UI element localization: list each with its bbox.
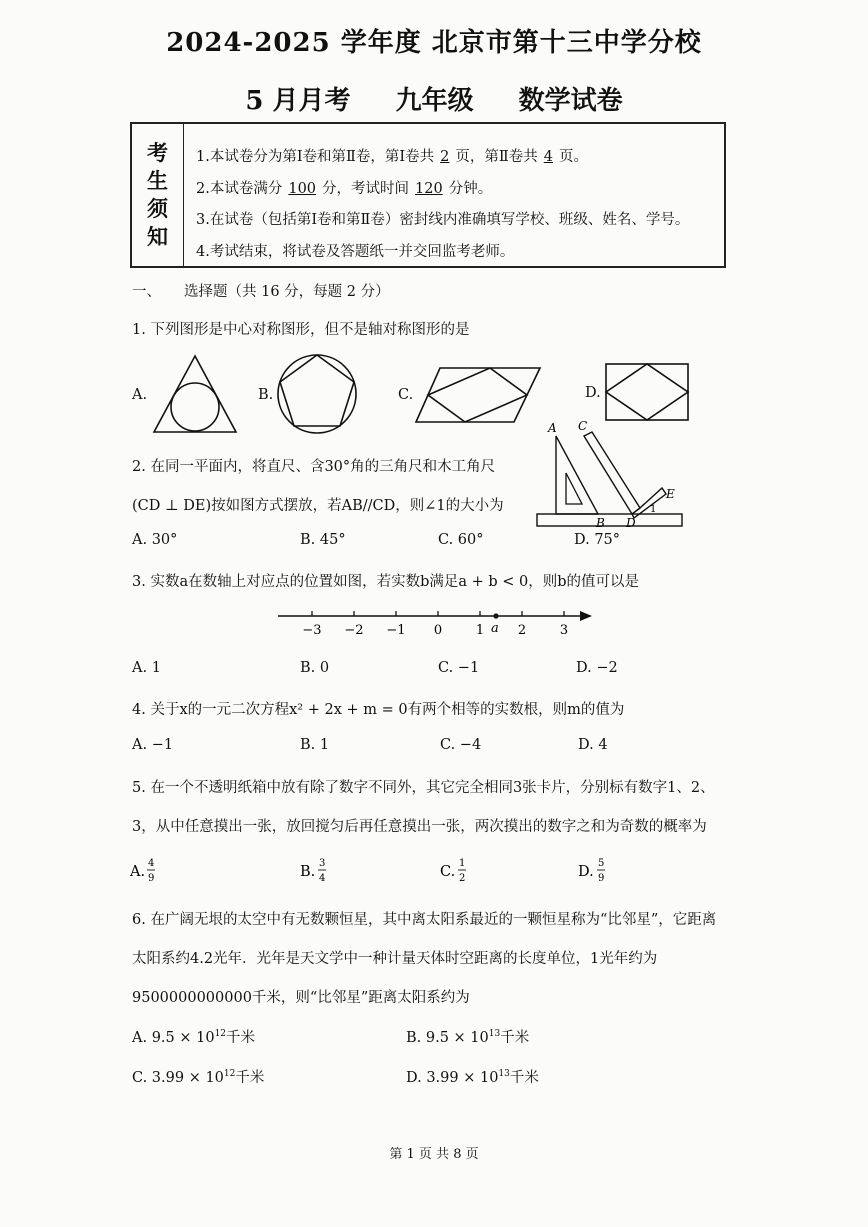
q3-tick-label: 1: [475, 623, 485, 638]
q6-option-b: B. $9.5 \times 10^{13}$千米: [406, 1029, 530, 1046]
notice-item-4: 4.考试结束，将试卷及答题纸一并交回监考老师。: [196, 243, 515, 260]
q5-option-b: B.: [300, 864, 316, 880]
q1-figure-d: [604, 362, 690, 422]
q6-option-d: D. $3.99 \times 10^{13}$千米: [406, 1069, 539, 1086]
q1-option-a: A.: [132, 387, 148, 403]
q3-tick-label: 0: [433, 623, 443, 638]
q1-option-b: B.: [258, 387, 274, 403]
q3-number-line: [272, 600, 602, 644]
exam-subtitle: [0, 80, 868, 117]
subtitle-part-subject: 数学试卷: [518, 86, 623, 116]
q2-label-d: D: [626, 516, 636, 530]
q6-stem-line1: 6. 在广阔无垠的太空中有无数颗恒星，其中离太阳系最近的一颗恒星称为“比邻星”，它距离: [132, 912, 717, 928]
q1-figure-c: [414, 364, 544, 426]
q3-tick-label: 2: [517, 623, 527, 638]
q4-option-d: D. 4: [578, 737, 608, 753]
q4-option-b: B. 1: [300, 737, 330, 753]
notice-item-2: 2.本试卷满分 100 分，考试时间 120 分钟。: [196, 180, 493, 197]
q3-tick-label: −3: [302, 623, 322, 638]
q5-option-d: D.: [578, 864, 594, 880]
page-footer: 第 1 页 共 8 页: [389, 1147, 479, 1162]
q2-stem-line1: 2. 在同一平面内，将直尺、含30°角的三角尺和木工角尺: [132, 459, 496, 475]
q1-figure-b: [272, 352, 362, 436]
q5-option-c: C.: [440, 864, 456, 880]
q3-tick-label: 3: [559, 623, 569, 638]
notice-item-1: 1.本试卷分为第Ⅰ卷和第Ⅱ卷，第Ⅰ卷共 2 页，第Ⅱ卷共 4 页。: [196, 149, 588, 165]
q3-tick-label: −2: [344, 623, 364, 638]
q2-label-a: A: [548, 421, 557, 435]
q2-option-a: A. 30°: [132, 532, 178, 548]
q2-option-d: D. 75°: [574, 532, 621, 548]
q3-tick-label: −1: [386, 623, 406, 638]
q5-option-a-num: 4: [148, 858, 155, 869]
q3-point-label: a: [491, 621, 499, 636]
q5-stem-line2: 3，从中任意摸出一张，放回搅匀后再任意摸出一张，两次摸出的数字之和为奇数的概率为: [132, 819, 707, 835]
notice-list: [196, 142, 689, 268]
q2-angle-label: 1: [650, 504, 657, 515]
q4-option-a: A. −1: [132, 737, 174, 753]
q2-label-e: E: [666, 487, 675, 501]
q5-stem-line1: 5. 在一个不透明纸箱中放有除了数字不同外，其它完全相同3张卡片，分别标有数字1、2、: [132, 780, 715, 796]
q4-stem: 4. 关于x的一元二次方程x² + 2x + m = 0有两个相等的实数根，则m的值为: [132, 702, 625, 718]
q5-option-d-num: 5: [598, 858, 605, 869]
q5-option-a: A.: [130, 864, 146, 880]
q3-option-d: D. −2: [576, 660, 618, 676]
exam-title: 2024-2025 学年度 北京市第十三中学分校: [166, 28, 702, 58]
q4-option-c: C. −4: [440, 737, 482, 753]
q1-figure-a: [150, 352, 240, 436]
q3-option-c: C. −1: [438, 660, 480, 676]
q5-option-d-den: 9: [598, 873, 605, 884]
q2-option-b: B. 45°: [300, 532, 346, 548]
q3-option-b: B. 0: [300, 660, 330, 676]
q5-option-b-num: 3: [319, 858, 326, 869]
q6-stem-line3: 9500000000000千米，则“比邻星”距离太阳系约为: [132, 990, 470, 1006]
q1-option-d: D.: [585, 385, 601, 401]
exam-notice-box: [130, 122, 726, 268]
section-title: 选择题（共 16 分，每题 2 分）: [184, 284, 390, 300]
q3-point-a: [493, 613, 498, 618]
q3-option-a: A. 1: [132, 660, 161, 676]
q6-stem-line2: 太阳系约4.2光年．光年是天文学中一种计量天体时空距离的长度单位，1光年约为: [132, 951, 658, 967]
q1-stem: 1. 下列图形是中心对称图形，但不是轴对称图形的是: [132, 322, 470, 338]
notice-item-3: 3.在试卷（包括第Ⅰ卷和第Ⅱ卷）密封线内准确填写学校、班级、姓名、学号。: [196, 212, 690, 228]
q6-option-a: A. $9.5 \times 10^{12}$千米: [132, 1029, 256, 1046]
subtitle-part-month: 5 月月考: [245, 86, 351, 116]
q2-figure: [534, 418, 686, 534]
q2-option-c: C. 60°: [438, 532, 484, 548]
q5-option-c-den: 2: [459, 873, 466, 884]
q6-option-c: C. $3.99 \times 10^{12}$千米: [132, 1069, 265, 1086]
q5-option-b-den: 4: [319, 873, 326, 884]
section-number: 一、: [132, 284, 161, 300]
q2-label-b: B: [596, 516, 605, 530]
q5-option-c-num: 1: [459, 858, 466, 869]
subtitle-part-grade: 九年级: [395, 86, 474, 116]
q2-stem-line2: (CD ⊥ DE)按如图方式摆放，若AB//CD，则∠1的大小为: [132, 498, 504, 514]
q1-option-c: C.: [398, 387, 414, 403]
notice-label: 考 生 须 知: [132, 124, 184, 266]
q5-option-a-den: 9: [148, 873, 155, 884]
q5-options: [128, 852, 648, 888]
q2-label-c: C: [578, 419, 588, 433]
q3-stem: 3. 实数a在数轴上对应点的位置如图，若实数b满足a + b < 0，则b的值可以是: [132, 574, 640, 590]
